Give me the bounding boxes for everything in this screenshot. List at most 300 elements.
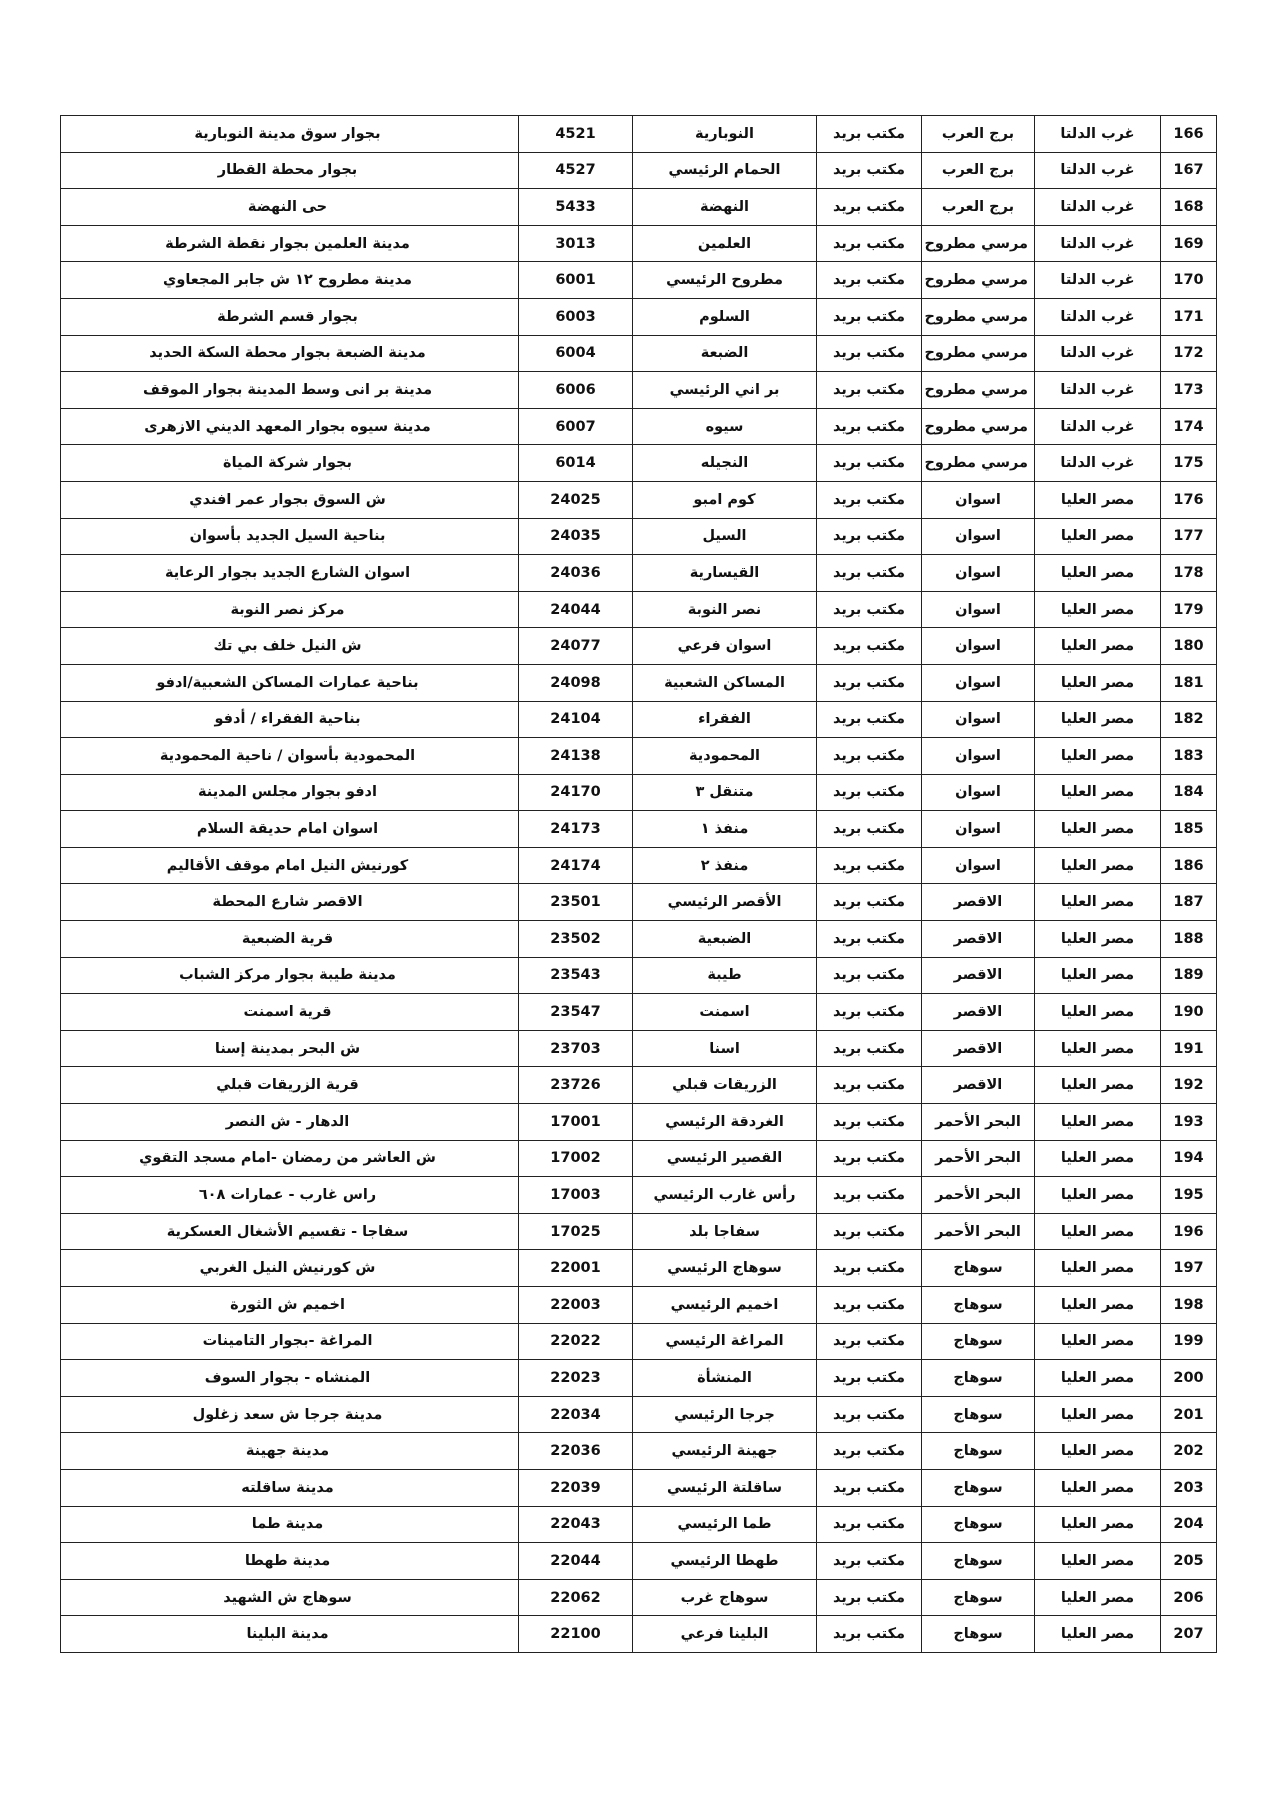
area-cell: مرسي مطروح <box>922 445 1035 482</box>
office-name-cell: المساكن الشعبية <box>633 664 817 701</box>
sector-cell: مصر العليا <box>1035 628 1161 665</box>
area-cell: اسوان <box>922 628 1035 665</box>
office-code-cell: 6004 <box>519 335 633 372</box>
table-row <box>61 116 1217 153</box>
sector-cell: مصر العليا <box>1035 738 1161 775</box>
office-code-cell: 6007 <box>519 408 633 445</box>
sector-cell: مصر العليا <box>1035 1323 1161 1360</box>
address-cell: ش البحر بمدينة إسنا <box>61 1030 519 1067</box>
office-type-cell: مكتب بريد <box>817 1396 922 1433</box>
table-row <box>61 335 1217 372</box>
office-code-cell: 6014 <box>519 445 633 482</box>
office-name-cell: سيوه <box>633 408 817 445</box>
office-type-cell: مكتب بريد <box>817 1177 922 1214</box>
area-cell: اسوان <box>922 811 1035 848</box>
office-code-cell: 17025 <box>519 1213 633 1250</box>
office-name-cell: سوهاج الرئيسي <box>633 1250 817 1287</box>
table-row <box>61 1506 1217 1543</box>
sector-cell: مصر العليا <box>1035 1067 1161 1104</box>
sector-cell: مصر العليا <box>1035 1213 1161 1250</box>
table-row <box>61 664 1217 701</box>
office-type-cell: مكتب بريد <box>817 1287 922 1324</box>
office-code-cell: 23502 <box>519 921 633 958</box>
address-cell: المنشاه - بجوار السوف <box>61 1360 519 1397</box>
office-type-cell: مكتب بريد <box>817 738 922 775</box>
address-cell: بناحية الفقراء / أدفو <box>61 701 519 738</box>
table-row <box>61 701 1217 738</box>
office-name-cell: الفقراء <box>633 701 817 738</box>
table-row <box>61 262 1217 299</box>
office-code-cell: 5433 <box>519 189 633 226</box>
row-number-cell: 183 <box>1161 738 1217 775</box>
row-number-cell: 168 <box>1161 189 1217 226</box>
office-type-cell: مكتب بريد <box>817 152 922 189</box>
row-number-cell: 200 <box>1161 1360 1217 1397</box>
table-row <box>61 921 1217 958</box>
row-number-cell: 177 <box>1161 518 1217 555</box>
row-number-cell: 172 <box>1161 335 1217 372</box>
area-cell: الاقصر <box>922 1030 1035 1067</box>
office-code-cell: 22062 <box>519 1579 633 1616</box>
office-name-cell: بر اني الرئيسي <box>633 372 817 409</box>
area-cell: الاقصر <box>922 884 1035 921</box>
office-type-cell: مكتب بريد <box>817 1323 922 1360</box>
address-cell: مدينة سيوه بجوار المعهد الديني الازهرى <box>61 408 519 445</box>
office-type-cell: مكتب بريد <box>817 225 922 262</box>
area-cell: البحر الأحمر <box>922 1140 1035 1177</box>
sector-cell: مصر العليا <box>1035 555 1161 592</box>
office-name-cell: البلينا فرعي <box>633 1616 817 1653</box>
table-row <box>61 298 1217 335</box>
area-cell: البحر الأحمر <box>922 1177 1035 1214</box>
row-number-cell: 188 <box>1161 921 1217 958</box>
sector-cell: مصر العليا <box>1035 664 1161 701</box>
sector-cell: مصر العليا <box>1035 701 1161 738</box>
row-number-cell: 201 <box>1161 1396 1217 1433</box>
address-cell: مدينة جرجا ش سعد زغلول <box>61 1396 519 1433</box>
office-type-cell: مكتب بريد <box>817 372 922 409</box>
office-name-cell: منفذ ١ <box>633 811 817 848</box>
table-row <box>61 445 1217 482</box>
address-cell: الاقصر شارع المحطة <box>61 884 519 921</box>
office-code-cell: 22023 <box>519 1360 633 1397</box>
area-cell: مرسي مطروح <box>922 335 1035 372</box>
office-code-cell: 23726 <box>519 1067 633 1104</box>
office-type-cell: مكتب بريد <box>817 1506 922 1543</box>
row-number-cell: 193 <box>1161 1104 1217 1141</box>
office-name-cell: النهضة <box>633 189 817 226</box>
office-code-cell: 24174 <box>519 847 633 884</box>
office-code-cell: 23703 <box>519 1030 633 1067</box>
office-name-cell: الزريقات قبلي <box>633 1067 817 1104</box>
sector-cell: مصر العليا <box>1035 1030 1161 1067</box>
row-number-cell: 207 <box>1161 1616 1217 1653</box>
office-code-cell: 24025 <box>519 481 633 518</box>
row-number-cell: 206 <box>1161 1579 1217 1616</box>
address-cell: قرية الزريقات قبلي <box>61 1067 519 1104</box>
address-cell: ش كورنيش النيل الغربي <box>61 1250 519 1287</box>
office-type-cell: مكتب بريد <box>817 298 922 335</box>
table-row <box>61 1030 1217 1067</box>
address-cell: اخميم ش الثورة <box>61 1287 519 1324</box>
sector-cell: غرب الدلتا <box>1035 298 1161 335</box>
office-name-cell: طما الرئيسي <box>633 1506 817 1543</box>
office-type-cell: مكتب بريد <box>817 884 922 921</box>
row-number-cell: 194 <box>1161 1140 1217 1177</box>
table-row <box>61 189 1217 226</box>
office-type-cell: مكتب بريد <box>817 335 922 372</box>
sector-cell: مصر العليا <box>1035 921 1161 958</box>
area-cell: سوهاج <box>922 1506 1035 1543</box>
table-row <box>61 1469 1217 1506</box>
row-number-cell: 173 <box>1161 372 1217 409</box>
table-row <box>61 628 1217 665</box>
area-cell: اسوان <box>922 847 1035 884</box>
table-row <box>61 1360 1217 1397</box>
area-cell: اسوان <box>922 774 1035 811</box>
row-number-cell: 174 <box>1161 408 1217 445</box>
area-cell: الاقصر <box>922 1067 1035 1104</box>
row-number-cell: 199 <box>1161 1323 1217 1360</box>
row-number-cell: 171 <box>1161 298 1217 335</box>
address-cell: مدينة طهطا <box>61 1543 519 1580</box>
table-row <box>61 1616 1217 1653</box>
row-number-cell: 182 <box>1161 701 1217 738</box>
office-code-cell: 23543 <box>519 957 633 994</box>
office-code-cell: 24170 <box>519 774 633 811</box>
sector-cell: غرب الدلتا <box>1035 445 1161 482</box>
area-cell: برج العرب <box>922 152 1035 189</box>
office-name-cell: اسنا <box>633 1030 817 1067</box>
office-name-cell: طهطا الرئيسي <box>633 1543 817 1580</box>
office-name-cell: المنشأة <box>633 1360 817 1397</box>
address-cell: المراغة -بجوار التامينات <box>61 1323 519 1360</box>
address-cell: اسوان الشارع الجديد بجوار الرعاية <box>61 555 519 592</box>
table-row <box>61 1543 1217 1580</box>
office-type-cell: مكتب بريد <box>817 1360 922 1397</box>
office-code-cell: 4521 <box>519 116 633 153</box>
address-cell: ش العاشر من رمضان -امام مسجد التقوي <box>61 1140 519 1177</box>
office-name-cell: نصر النوبة <box>633 591 817 628</box>
row-number-cell: 204 <box>1161 1506 1217 1543</box>
office-code-cell: 22039 <box>519 1469 633 1506</box>
address-cell: بجوار شركة المياة <box>61 445 519 482</box>
sector-cell: مصر العليا <box>1035 1616 1161 1653</box>
area-cell: مرسي مطروح <box>922 262 1035 299</box>
office-code-cell: 17001 <box>519 1104 633 1141</box>
address-cell: بجوار قسم الشرطة <box>61 298 519 335</box>
area-cell: سوهاج <box>922 1469 1035 1506</box>
office-type-cell: مكتب بريد <box>817 262 922 299</box>
row-number-cell: 195 <box>1161 1177 1217 1214</box>
office-name-cell: مطروح الرئيسي <box>633 262 817 299</box>
sector-cell: غرب الدلتا <box>1035 189 1161 226</box>
row-number-cell: 197 <box>1161 1250 1217 1287</box>
office-name-cell: الغردقة الرئيسي <box>633 1104 817 1141</box>
sector-cell: مصر العليا <box>1035 1579 1161 1616</box>
table-row <box>61 591 1217 628</box>
office-type-cell: مكتب بريد <box>817 664 922 701</box>
area-cell: البحر الأحمر <box>922 1104 1035 1141</box>
office-code-cell: 22003 <box>519 1287 633 1324</box>
office-name-cell: السيل <box>633 518 817 555</box>
row-number-cell: 178 <box>1161 555 1217 592</box>
address-cell: اسوان امام حديقة السلام <box>61 811 519 848</box>
area-cell: سوهاج <box>922 1360 1035 1397</box>
office-name-cell: النجيله <box>633 445 817 482</box>
area-cell: مرسي مطروح <box>922 298 1035 335</box>
area-cell: سوهاج <box>922 1543 1035 1580</box>
office-name-cell: القصير الرئيسي <box>633 1140 817 1177</box>
address-cell: سفاجا - تقسيم الأشغال العسكرية <box>61 1213 519 1250</box>
area-cell: مرسي مطروح <box>922 408 1035 445</box>
table-row <box>61 1104 1217 1141</box>
address-cell: ادفو بجوار مجلس المدينة <box>61 774 519 811</box>
area-cell: سوهاج <box>922 1616 1035 1653</box>
area-cell: مرسي مطروح <box>922 372 1035 409</box>
table-row <box>61 738 1217 775</box>
office-name-cell: السلوم <box>633 298 817 335</box>
area-cell: برج العرب <box>922 116 1035 153</box>
address-cell: ش النيل خلف بي تك <box>61 628 519 665</box>
table-row <box>61 1579 1217 1616</box>
sector-cell: غرب الدلتا <box>1035 408 1161 445</box>
table-row <box>61 1323 1217 1360</box>
area-cell: سوهاج <box>922 1323 1035 1360</box>
office-name-cell: متنقل ٣ <box>633 774 817 811</box>
table-row <box>61 847 1217 884</box>
table-row <box>61 994 1217 1031</box>
row-number-cell: 179 <box>1161 591 1217 628</box>
table-row <box>61 884 1217 921</box>
row-number-cell: 170 <box>1161 262 1217 299</box>
address-cell: قرية اسمنت <box>61 994 519 1031</box>
area-cell: اسوان <box>922 664 1035 701</box>
table-row <box>61 372 1217 409</box>
office-type-cell: مكتب بريد <box>817 1543 922 1580</box>
office-name-cell: منفذ ٢ <box>633 847 817 884</box>
address-cell: مدينة ساقلته <box>61 1469 519 1506</box>
row-number-cell: 190 <box>1161 994 1217 1031</box>
office-type-cell: مكتب بريد <box>817 1213 922 1250</box>
office-type-cell: مكتب بريد <box>817 555 922 592</box>
address-cell: راس غارب - عمارات ٦٠٨ <box>61 1177 519 1214</box>
area-cell: الاقصر <box>922 921 1035 958</box>
office-name-cell: رأس غارب الرئيسي <box>633 1177 817 1214</box>
office-type-cell: مكتب بريد <box>817 189 922 226</box>
office-type-cell: مكتب بريد <box>817 1250 922 1287</box>
sector-cell: مصر العليا <box>1035 1506 1161 1543</box>
address-cell: بناحية السيل الجديد بأسوان <box>61 518 519 555</box>
office-code-cell: 4527 <box>519 152 633 189</box>
area-cell: اسوان <box>922 518 1035 555</box>
sector-cell: مصر العليا <box>1035 1177 1161 1214</box>
office-name-cell: المحمودية <box>633 738 817 775</box>
sector-cell: غرب الدلتا <box>1035 225 1161 262</box>
address-cell: سوهاج ش الشهيد <box>61 1579 519 1616</box>
row-number-cell: 184 <box>1161 774 1217 811</box>
office-type-cell: مكتب بريد <box>817 591 922 628</box>
table-row <box>61 957 1217 994</box>
office-type-cell: مكتب بريد <box>817 1616 922 1653</box>
row-number-cell: 185 <box>1161 811 1217 848</box>
sector-cell: مصر العليا <box>1035 994 1161 1031</box>
office-name-cell: جرجا الرئيسي <box>633 1396 817 1433</box>
row-number-cell: 196 <box>1161 1213 1217 1250</box>
row-number-cell: 198 <box>1161 1287 1217 1324</box>
office-code-cell: 6003 <box>519 298 633 335</box>
sector-cell: مصر العليا <box>1035 957 1161 994</box>
address-cell: مركز نصر النوبة <box>61 591 519 628</box>
area-cell: سوهاج <box>922 1433 1035 1470</box>
post-office-table <box>60 115 1217 1653</box>
sector-cell: غرب الدلتا <box>1035 262 1161 299</box>
office-name-cell: المراغة الرئيسي <box>633 1323 817 1360</box>
table-row <box>61 1250 1217 1287</box>
row-number-cell: 175 <box>1161 445 1217 482</box>
office-type-cell: مكتب بريد <box>817 1469 922 1506</box>
office-code-cell: 17002 <box>519 1140 633 1177</box>
table-row <box>61 152 1217 189</box>
office-code-cell: 22043 <box>519 1506 633 1543</box>
table-row <box>61 408 1217 445</box>
address-cell: مدينة الضبعة بجوار محطة السكة الحديد <box>61 335 519 372</box>
office-code-cell: 24035 <box>519 518 633 555</box>
sector-cell: مصر العليا <box>1035 1543 1161 1580</box>
row-number-cell: 192 <box>1161 1067 1217 1104</box>
sector-cell: غرب الدلتا <box>1035 116 1161 153</box>
office-type-cell: مكتب بريد <box>817 408 922 445</box>
office-name-cell: الحمام الرئيسي <box>633 152 817 189</box>
office-name-cell: العلمين <box>633 225 817 262</box>
table-row <box>61 555 1217 592</box>
area-cell: مرسي مطروح <box>922 225 1035 262</box>
table-row <box>61 1067 1217 1104</box>
address-cell: كورنيش النيل امام موقف الأقاليم <box>61 847 519 884</box>
sector-cell: مصر العليا <box>1035 1396 1161 1433</box>
office-name-cell: الضبعية <box>633 921 817 958</box>
office-type-cell: مكتب بريد <box>817 957 922 994</box>
office-type-cell: مكتب بريد <box>817 1030 922 1067</box>
area-cell: الاقصر <box>922 957 1035 994</box>
sector-cell: غرب الدلتا <box>1035 372 1161 409</box>
address-cell: مدينة مطروح ١٢ ش جابر المجعاوي <box>61 262 519 299</box>
table-row <box>61 1140 1217 1177</box>
office-code-cell: 22036 <box>519 1433 633 1470</box>
table-row <box>61 1396 1217 1433</box>
row-number-cell: 176 <box>1161 481 1217 518</box>
office-name-cell: اخميم الرئيسي <box>633 1287 817 1324</box>
sector-cell: مصر العليا <box>1035 481 1161 518</box>
area-cell: سوهاج <box>922 1250 1035 1287</box>
office-name-cell: الضبعة <box>633 335 817 372</box>
sector-cell: مصر العليا <box>1035 1469 1161 1506</box>
sector-cell: مصر العليا <box>1035 1250 1161 1287</box>
area-cell: سوهاج <box>922 1396 1035 1433</box>
office-code-cell: 24077 <box>519 628 633 665</box>
area-cell: اسوان <box>922 738 1035 775</box>
sector-cell: مصر العليا <box>1035 1360 1161 1397</box>
address-cell: مدينة البلينا <box>61 1616 519 1653</box>
office-code-cell: 22034 <box>519 1396 633 1433</box>
office-code-cell: 24104 <box>519 701 633 738</box>
table-row <box>61 1177 1217 1214</box>
office-type-cell: مكتب بريد <box>817 518 922 555</box>
office-type-cell: مكتب بريد <box>817 994 922 1031</box>
address-cell: مدينة جهينة <box>61 1433 519 1470</box>
office-type-cell: مكتب بريد <box>817 1140 922 1177</box>
area-cell: سوهاج <box>922 1579 1035 1616</box>
row-number-cell: 189 <box>1161 957 1217 994</box>
office-code-cell: 6001 <box>519 262 633 299</box>
area-cell: اسوان <box>922 701 1035 738</box>
office-code-cell: 24044 <box>519 591 633 628</box>
address-cell: مدينة طيبة بجوار مركز الشباب <box>61 957 519 994</box>
office-name-cell: ساقلتة الرئيسي <box>633 1469 817 1506</box>
office-code-cell: 24036 <box>519 555 633 592</box>
office-code-cell: 23501 <box>519 884 633 921</box>
table-row <box>61 1287 1217 1324</box>
office-name-cell: الأقصر الرئيسي <box>633 884 817 921</box>
sector-cell: مصر العليا <box>1035 847 1161 884</box>
office-code-cell: 22001 <box>519 1250 633 1287</box>
area-cell: البحر الأحمر <box>922 1213 1035 1250</box>
office-name-cell: كوم امبو <box>633 481 817 518</box>
sector-cell: مصر العليا <box>1035 1433 1161 1470</box>
office-type-cell: مكتب بريد <box>817 921 922 958</box>
office-name-cell: اسوان فرعي <box>633 628 817 665</box>
address-cell: الدهار - ش النصر <box>61 1104 519 1141</box>
office-name-cell: القيسارية <box>633 555 817 592</box>
address-cell: بجوار محطة القطار <box>61 152 519 189</box>
row-number-cell: 205 <box>1161 1543 1217 1580</box>
address-cell: مدينة العلمين بجوار نقطة الشرطة <box>61 225 519 262</box>
office-code-cell: 17003 <box>519 1177 633 1214</box>
office-code-cell: 3013 <box>519 225 633 262</box>
row-number-cell: 203 <box>1161 1469 1217 1506</box>
office-type-cell: مكتب بريد <box>817 1067 922 1104</box>
office-code-cell: 24138 <box>519 738 633 775</box>
table-row <box>61 1213 1217 1250</box>
area-cell: اسوان <box>922 591 1035 628</box>
sector-cell: غرب الدلتا <box>1035 335 1161 372</box>
table-row <box>61 225 1217 262</box>
office-type-cell: مكتب بريد <box>817 811 922 848</box>
row-number-cell: 167 <box>1161 152 1217 189</box>
office-code-cell: 24173 <box>519 811 633 848</box>
table-body <box>61 116 1217 1653</box>
sector-cell: مصر العليا <box>1035 518 1161 555</box>
address-cell: حى النهضة <box>61 189 519 226</box>
office-code-cell: 24098 <box>519 664 633 701</box>
office-name-cell: جهينة الرئيسي <box>633 1433 817 1470</box>
row-number-cell: 191 <box>1161 1030 1217 1067</box>
office-code-cell: 6006 <box>519 372 633 409</box>
office-code-cell: 22022 <box>519 1323 633 1360</box>
office-type-cell: مكتب بريد <box>817 628 922 665</box>
row-number-cell: 186 <box>1161 847 1217 884</box>
address-cell: بناحية عمارات المساكن الشعبية/ادفو <box>61 664 519 701</box>
table-row <box>61 1433 1217 1470</box>
address-cell: مدينة بر انى وسط المدينة بجوار الموقف <box>61 372 519 409</box>
row-number-cell: 181 <box>1161 664 1217 701</box>
address-cell: قرية الضبعية <box>61 921 519 958</box>
row-number-cell: 187 <box>1161 884 1217 921</box>
office-name-cell: النوبارية <box>633 116 817 153</box>
address-cell: مدينة طما <box>61 1506 519 1543</box>
area-cell: برج العرب <box>922 189 1035 226</box>
office-type-cell: مكتب بريد <box>817 847 922 884</box>
